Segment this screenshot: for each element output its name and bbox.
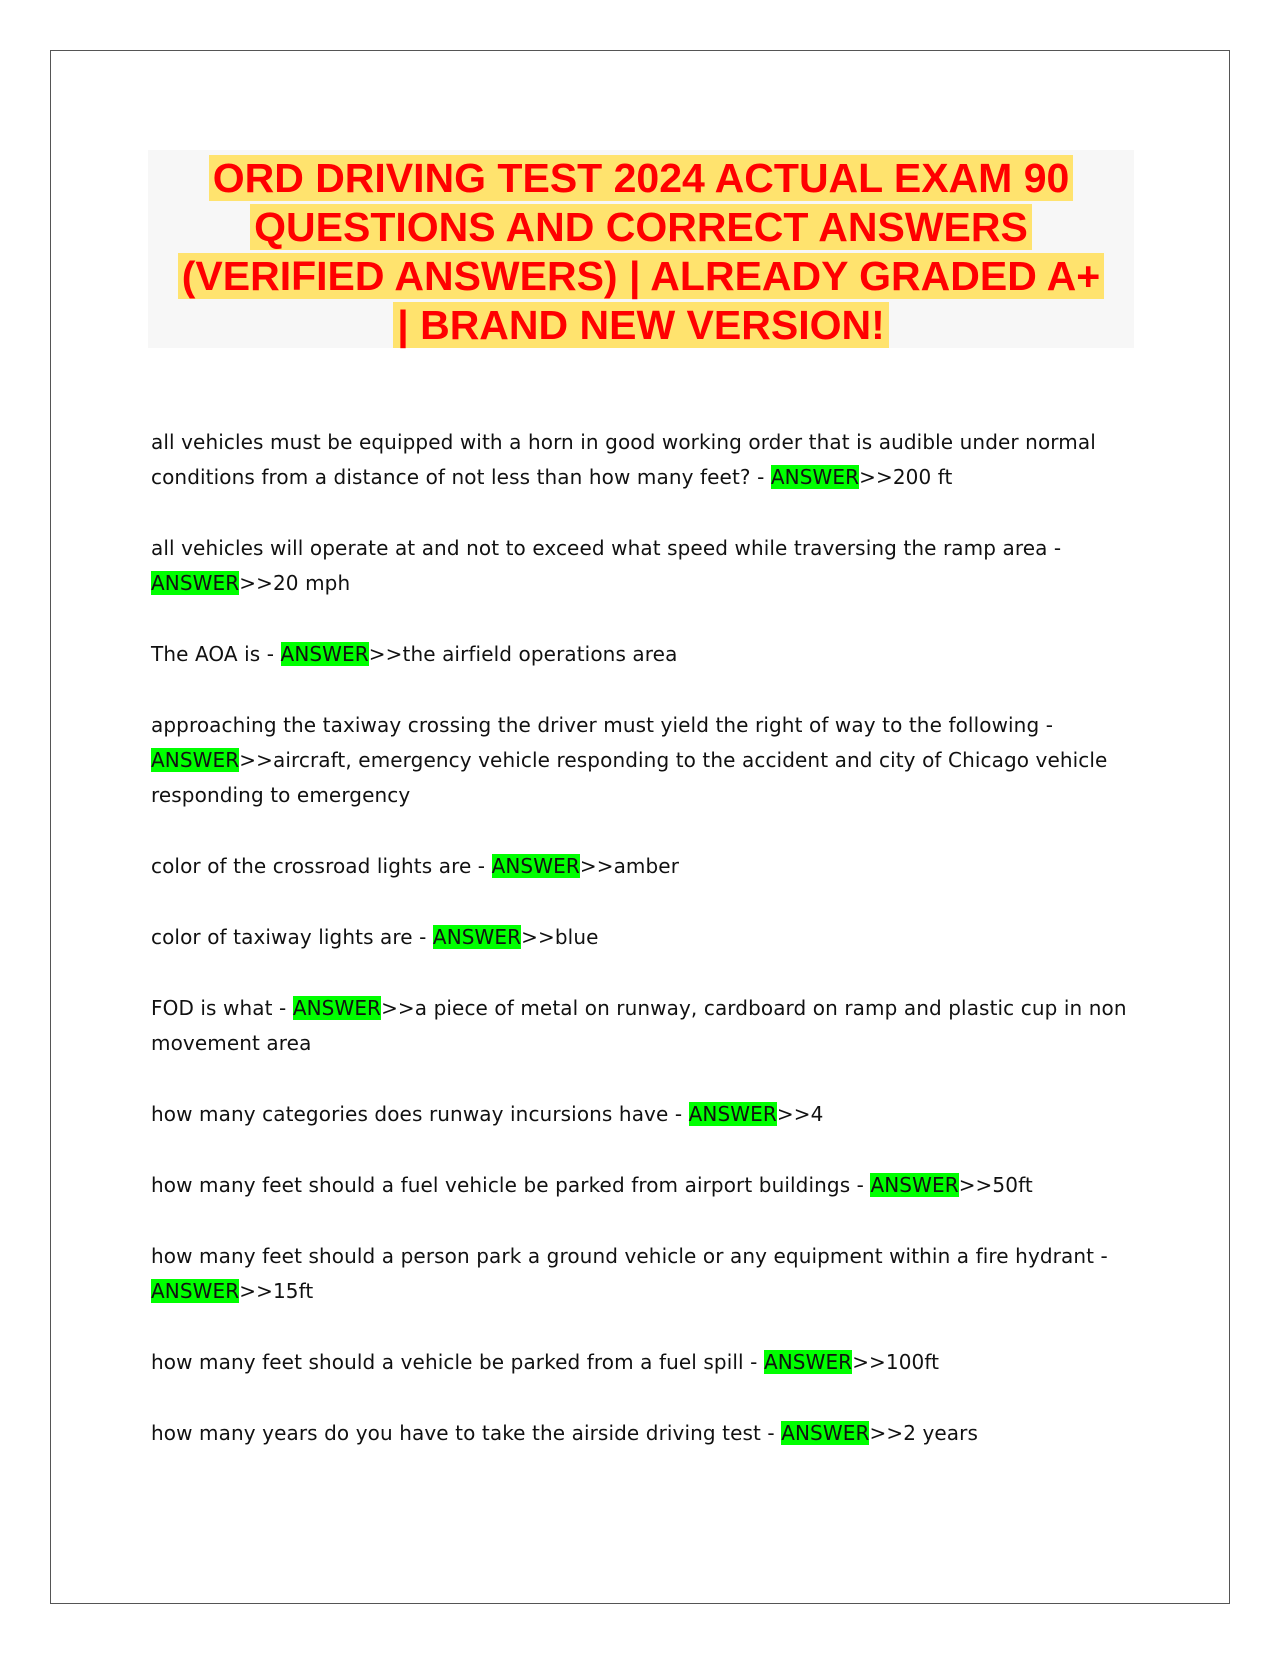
title-line-text: ORD DRIVING TEST 2024 ACTUAL EXAM 90	[209, 155, 1074, 201]
title-line	[148, 154, 1134, 203]
answer-text: 50ft	[992, 1173, 1033, 1197]
qa-item	[151, 1345, 1151, 1380]
answer-label: ANSWER	[280, 642, 369, 666]
qa-item	[151, 1097, 1151, 1132]
question-text: how many feet should a fuel vehicle be parked from airport buildings -	[151, 1173, 871, 1197]
answer-label: ANSWER	[151, 1279, 240, 1303]
answer-text: a piece of metal on runway, cardboard on ramp and plastic cup in non movement area	[151, 996, 1127, 1055]
qa-item	[151, 849, 1151, 884]
answer-separator: >>	[239, 571, 273, 595]
question-text: all vehicles will operate at and not to exceed what speed while traversing the ramp area -	[151, 536, 1062, 560]
answer-separator: >>	[521, 925, 555, 949]
answer-separator: >>	[381, 996, 415, 1020]
answer-label: ANSWER	[781, 1421, 870, 1445]
answer-text: 15ft	[272, 1279, 314, 1303]
answer-separator: >>	[368, 642, 403, 666]
qa-item	[151, 1416, 1151, 1451]
document-page	[50, 50, 1230, 1604]
qa-item	[151, 637, 1151, 672]
answer-text: 200 ft	[892, 465, 953, 489]
title-line-text: | BRAND NEW VERSION!	[393, 302, 889, 348]
answer-label: ANSWER	[870, 1173, 959, 1197]
question-text: how many categories does runway incursions have -	[151, 1102, 689, 1126]
answer-text: the airfield operations area	[402, 642, 678, 666]
qa-item	[151, 1239, 1151, 1309]
answer-separator: >>	[776, 1102, 811, 1126]
answer-label: ANSWER	[491, 854, 580, 878]
title-line-text: QUESTIONS AND CORRECT ANSWERS	[250, 204, 1032, 250]
answer-label: ANSWER	[763, 1350, 853, 1374]
question-text: all vehicles must be equipped with a horn in good working order that is audible under normal conditions from a distance of not less than how many feet? -	[151, 430, 1096, 489]
answer-text: 2 years	[903, 1421, 979, 1445]
answer-label: ANSWER	[292, 996, 382, 1020]
question-text: how many feet should a vehicle be parked from a fuel spill -	[151, 1350, 764, 1374]
answer-separator: >>	[239, 748, 273, 772]
qa-item	[151, 531, 1151, 601]
answer-separator: >>	[579, 854, 614, 878]
qa-list	[151, 425, 1151, 1487]
answer-text: aircraft, emergency vehicle responding to the accident and city of Chicago vehicle responding to emergency	[151, 748, 1108, 807]
answer-separator: >>	[239, 1279, 273, 1303]
answer-separator: >>	[958, 1173, 993, 1197]
answer-text: 4	[810, 1102, 824, 1126]
question-text: color of the crossroad lights are -	[151, 854, 492, 878]
qa-item	[151, 920, 1151, 955]
qa-item	[151, 991, 1151, 1061]
question-text: approaching the taxiway crossing the driver must yield the right of way to the following -	[151, 713, 1054, 737]
question-text: how many feet should a person park a ground vehicle or any equipment within a fire hydrant -	[151, 1244, 1108, 1268]
qa-item	[151, 708, 1151, 813]
answer-text: 100ft	[885, 1350, 940, 1374]
answer-text: blue	[554, 925, 599, 949]
answer-label: ANSWER	[432, 925, 522, 949]
document-title	[148, 150, 1134, 348]
answer-separator: >>	[869, 1421, 904, 1445]
answer-separator: >>	[852, 1350, 886, 1374]
qa-item	[151, 1168, 1151, 1203]
answer-label: ANSWER	[688, 1102, 777, 1126]
title-line	[148, 301, 1134, 350]
question-text: The AOA is -	[151, 642, 281, 666]
answer-label: ANSWER	[151, 748, 240, 772]
question-text: how many years do you have to take the airside driving test -	[151, 1421, 782, 1445]
title-line	[148, 252, 1134, 301]
title-line	[148, 203, 1134, 252]
question-text: color of taxiway lights are -	[151, 925, 433, 949]
answer-separator: >>	[859, 465, 893, 489]
answer-text: amber	[613, 854, 680, 878]
answer-label: ANSWER	[151, 571, 240, 595]
question-text: FOD is what -	[151, 996, 293, 1020]
answer-label: ANSWER	[770, 465, 860, 489]
title-line-text: (VERIFIED ANSWERS) | ALREADY GRADED A+	[178, 253, 1104, 299]
qa-item	[151, 425, 1151, 495]
answer-text: 20 mph	[272, 571, 351, 595]
